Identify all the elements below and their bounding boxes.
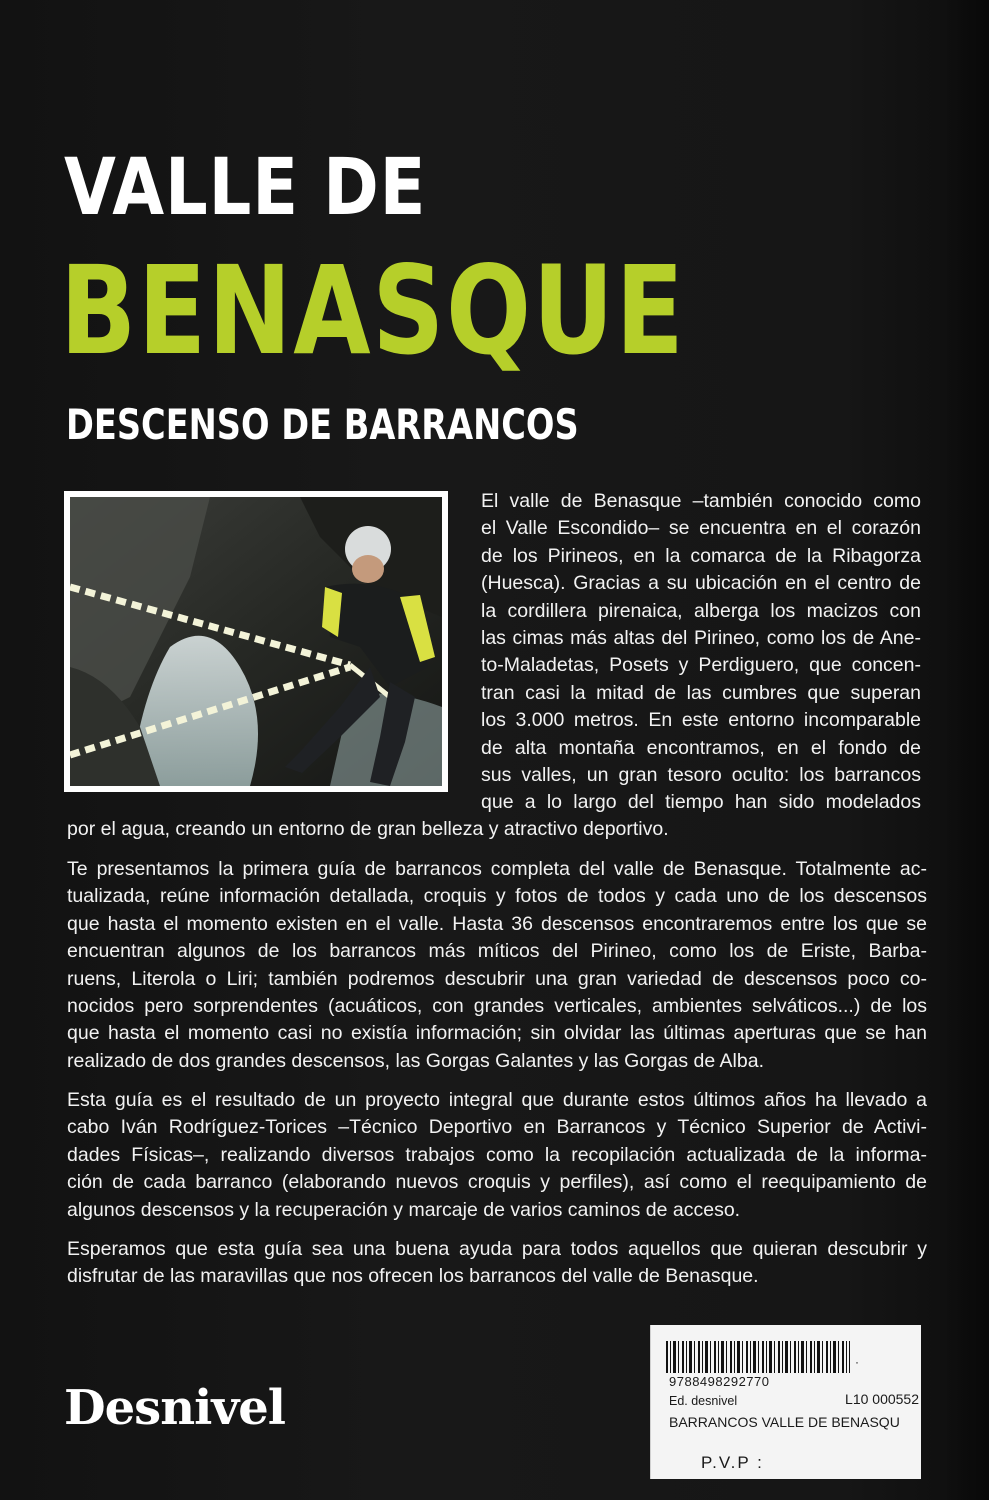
paragraph-guide-description xyxy=(67,856,927,1075)
barcode-dot: · xyxy=(855,1355,859,1369)
cover-edge-shadow xyxy=(943,0,989,1500)
canyoneer-rappelling-photo xyxy=(70,497,442,786)
sticker-book-title: BARRANCOS VALLE DE BENASQU xyxy=(669,1414,900,1430)
body-line: que hasta el momento casi no existía información; sin olvidar las últimas aperturas que se han xyxy=(67,1022,927,1045)
intro-paragraph-tail xyxy=(67,816,927,843)
body-line: realizado de dos grandes descensos, las Gorgas Galantes y las Gorgas de Alba. xyxy=(67,1049,764,1072)
body-line: Esperamos que esta guía sea una buena ayuda para todos aquellos que quieran descubrir y xyxy=(67,1238,927,1260)
body-line: Te presentamos la primera guía de barrancos completa del valle de Benasque. Totalmente ac- xyxy=(67,858,927,880)
sticker-code: L10 000552 xyxy=(845,1391,919,1407)
intro-line: de alta montaña encontramos, en el fondo de xyxy=(481,736,921,759)
intro-line: to-Maladetas, Posets y Perdiguero, que concen- xyxy=(481,654,921,677)
paragraph-closing xyxy=(67,1236,927,1291)
body-line: nocidos pero sorprendentes (acuáticos, con grandes verticales, ambientes selváticos...) de los xyxy=(67,995,927,1018)
canyoneering-photo xyxy=(64,491,448,792)
intro-paragraph xyxy=(481,488,921,817)
title-line-1: VALLE DE xyxy=(64,143,427,233)
body-line: ción de cada barranco (elaborando nuevos croquis y perfiles), así como el reequipamiento de xyxy=(67,1171,927,1194)
body-line: dades Físicas–, realizando diversos trabajos como la recopilación actualizada de la informa- xyxy=(67,1143,927,1166)
intro-line: tran casi la mitad de las cumbres que superan xyxy=(481,681,921,704)
intro-line: de los Pirineos, en la comarca de la Ribagorza xyxy=(481,544,921,567)
body-line: algunos descensos y la recuperación y marcaje de varios caminos de acceso. xyxy=(67,1198,741,1221)
isbn-number: 9788498292770 xyxy=(669,1374,770,1389)
price-sticker xyxy=(650,1325,921,1479)
body-line: que hasta el momento existen en el valle. Hasta 36 descensos encontraremos entre los que se xyxy=(67,912,927,935)
body-line: cabo Iván Rodríguez-Torices –Técnico Deportivo en Barrancos y Técnico Superior de Activi- xyxy=(67,1116,927,1139)
intro-line: el Valle Escondido– se encuentra en el corazón xyxy=(481,517,921,540)
intro-line: la cordillera pirenaica, alberga los macizos con xyxy=(481,599,921,622)
body-line: encuentran algunos de los barrancos más míticos del Pirineo, como los de Eriste, Barba- xyxy=(67,940,927,963)
body-line: disfrutar de las maravillas que nos ofrecen los barrancos del valle de Benasque. xyxy=(67,1265,759,1288)
body-line: Esta guía es el resultado de un proyecto integral que durante estos últimos años ha llevado a xyxy=(67,1089,927,1111)
intro-line: que a lo largo del tiempo han sido modelados xyxy=(481,791,921,814)
body-line: tualizada, reúne información detallada, croquis y fotos de todos y cada uno de los descensos xyxy=(67,885,927,908)
paragraph-author xyxy=(67,1087,927,1224)
barcode-icon xyxy=(666,1341,850,1373)
sticker-publisher: Ed. desnivel xyxy=(669,1394,738,1408)
intro-line: sus valles, un gran tesoro oculto: los barrancos xyxy=(481,764,921,787)
price-label: P.V.P : xyxy=(701,1453,764,1472)
subtitle: DESCENSO DE BARRANCOS xyxy=(66,400,579,449)
intro-line: las cimas más altas del Pirineo, como los de Ane- xyxy=(481,627,921,650)
body-line: ruens, Literola o Liri; también podremos descubrir una gran variedad de descensos poco co- xyxy=(67,967,927,990)
intro-line: El valle de Benasque –también conocido como xyxy=(481,490,921,512)
publisher-logo: Desnivel xyxy=(64,1380,285,1436)
intro-line: los 3.000 metros. En este entorno incomparable xyxy=(481,709,921,732)
intro-line: por el agua, creando un entorno de gran belleza y atractivo deportivo. xyxy=(67,818,669,840)
title-line-2: BENASQUE xyxy=(60,240,686,382)
intro-line: (Huesca). Gracias a su ubicación en el centro de xyxy=(481,572,921,595)
